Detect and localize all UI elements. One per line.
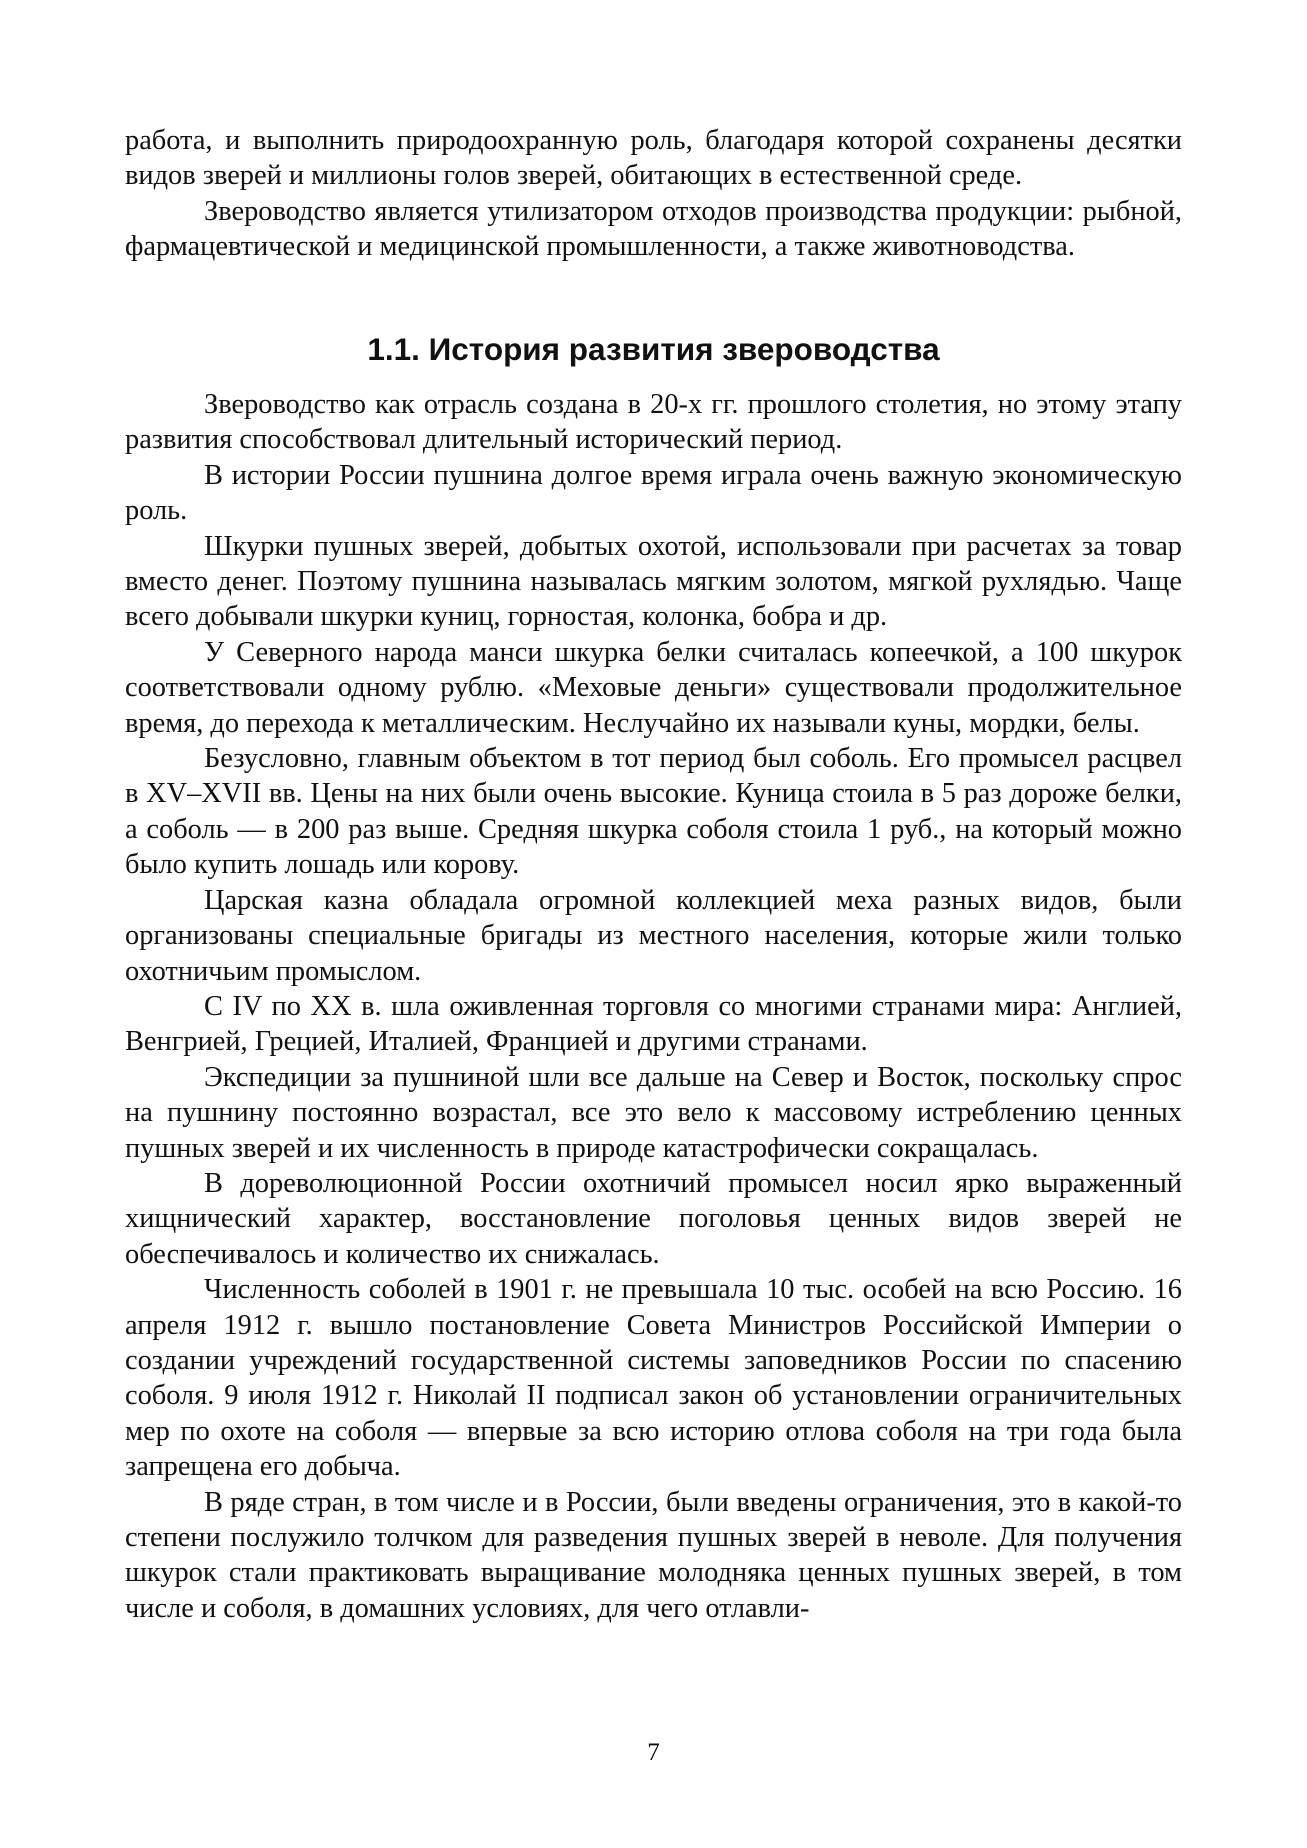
intro-text [125,123,1182,265]
paragraph: работа, и выполнить природоохранную роль, благодаря которой сохранены десятки видов зверей и миллионы голов зверей, обитающих в естественной среде. [125,125,1182,192]
paragraph: С IV по XX в. шла оживленная торговля со многими странами мира: Англией, Венгрией, Грецией, Италией, Францией и другими странами. [125,990,1182,1058]
paragraph: Звероводство как отрасль создана в 20-х гг. прошлого столетия, но этому этапу развития способствовал длительный исторический период. [125,389,1182,456]
section-heading: 1.1. История развития звероводства [367,331,940,367]
paragraph: Экспедиции за пушниной шли все дальше на Север и Восток, поскольку спрос на пушнину постоянно возрастал, все это вело к массовому истреблению ценных пушных зверей и их численность в природе катастрофически сокращалась. [125,1061,1182,1164]
paragraph: В ряде стран, в том числе и в России, были введены ограничения, это в какой-то степени послужило толчком для разведения пушных зверей в неволе. Для получения шкурок стали практиковать выращивание молодняка ценных пушных зверей, в том числе и соболя, в домашних условиях, для чего отлавли- [125,1486,1182,1624]
paragraph: В истории России пушнина долгое время играла очень важную экономическую роль. [125,459,1182,527]
paragraph: Звероводство является утилизатором отходов производства продукции: рыбной, фармацевтической и медицинской промышленности, а также животноводства. [125,195,1182,263]
paragraph: Царская казна обладала огромной коллекцией меха разных видов, были организованы специальные бригады из местного населения, которые жили только охотничьим промыслом. [125,884,1182,987]
paragraph: Численность соболей в 1901 г. не превышала 10 тыс. особей на всю Россию. 16 апреля 1912 г. вышло постановление Совета Министров Российской Империи о создании учреждений государственной системы заповедников России по спасению соболя. 9 июля 1912 г. Николай II подписал закон об установлении ограничительных мер по охоте на соболя — впервые за всю историю отлова соболя на три года была запрещена его добыча. [125,1274,1182,1483]
paragraph: Шкурки пушных зверей, добытых охотой, использовали при расчетах за товар вместо денег. Поэтому пушнина называлась мягким золотом, мягкой рухлядью. Чаще всего добывали шкурки куниц, горностая, колонка, бобра и др. [125,530,1182,633]
paragraph: У Северного народа манси шкурка белки считалась копеечкой, а 100 шкурок соответствовали одному рублю. «Меховые деньги» существовали продолжительное время, до перехода к металлическим. Неслучайно их называли куны, мордки, белы. [125,636,1182,739]
section-body [125,387,1182,1626]
paragraph: Безусловно, главным объектом в тот период был соболь. Его промысел расцвел в XV–XVII вв. Цены на них были очень высокие. Куница стоила в 5 раз дороже белки, а соболь — в 200 раз выше. Средняя шкурка соболя стоила 1 руб., на который можно было купить лошадь или корову. [125,743,1182,881]
paragraph: В дореволюционной России охотничий промысел носил ярко выраженный хищнический характер, восстановление поголовья ценных видов зверей не обеспечивалось и количество их снижалась. [125,1167,1182,1270]
page-number: 7 [647,1739,660,1766]
